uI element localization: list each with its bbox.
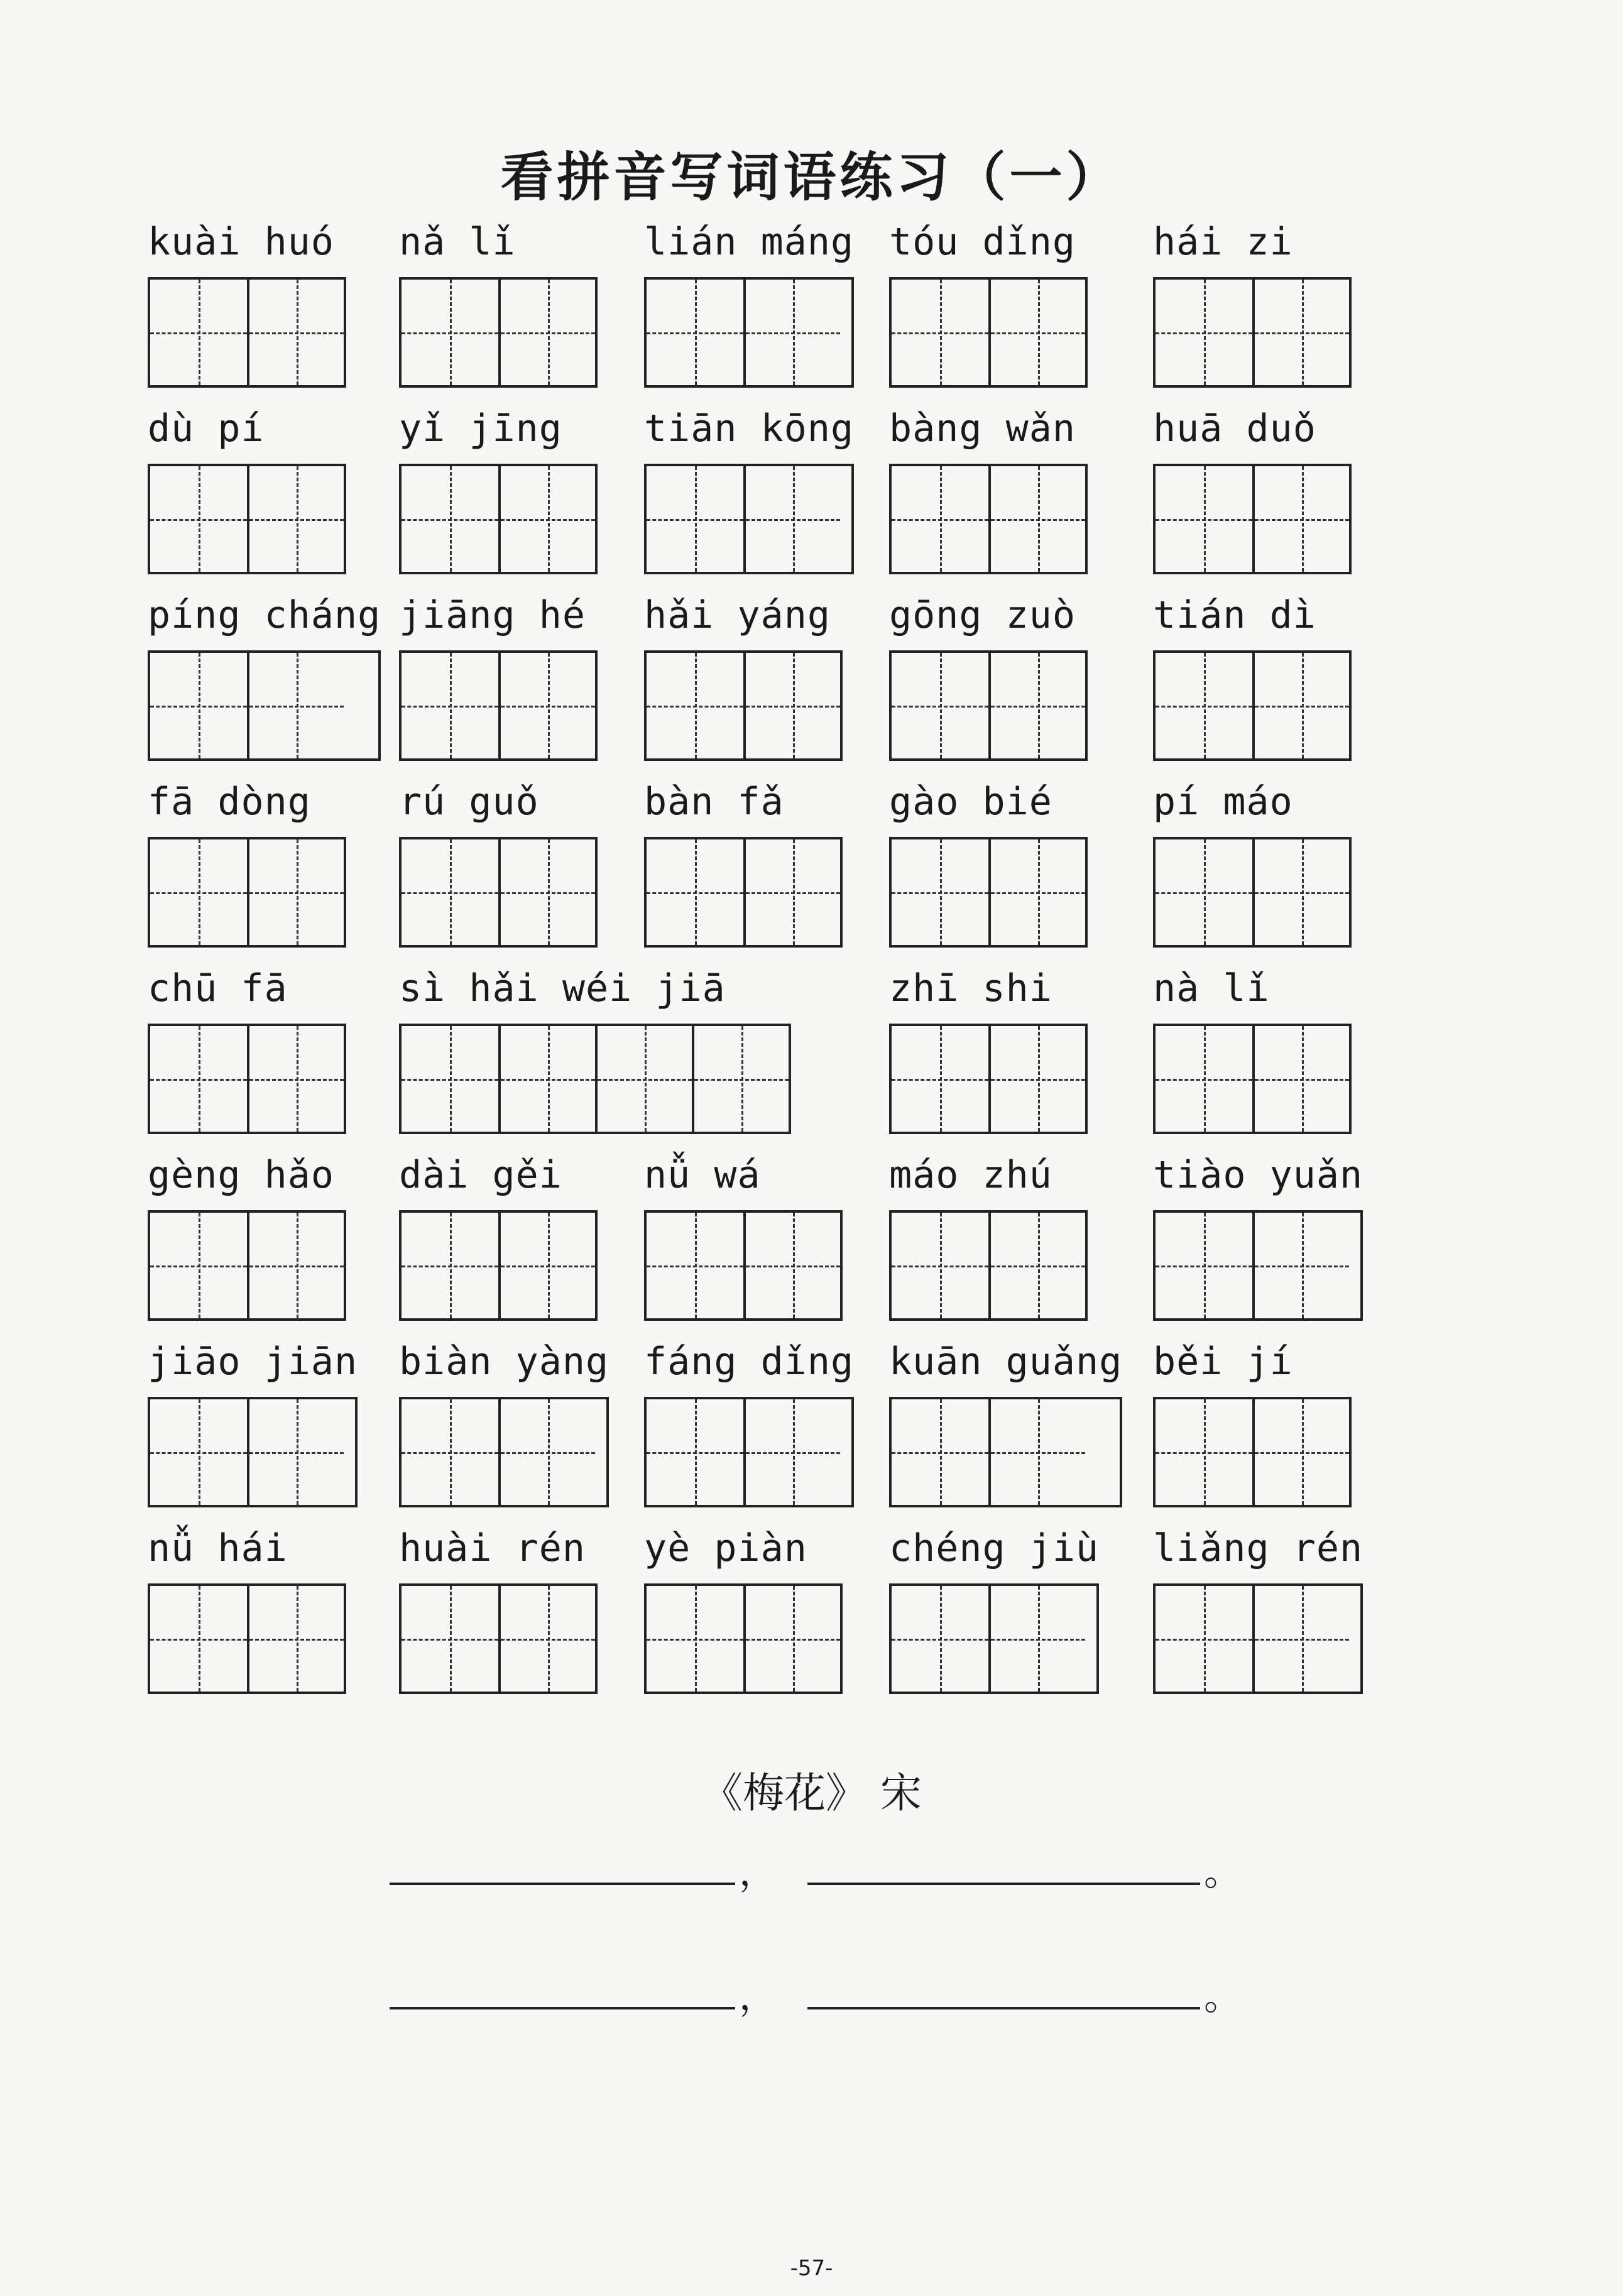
writing-boxes	[148, 1210, 346, 1321]
word-item	[889, 1337, 1122, 1507]
word-row	[148, 963, 1404, 1150]
character-cell[interactable]	[1156, 280, 1252, 385]
writing-boxes	[1153, 464, 1352, 574]
character-cell[interactable]	[1252, 1213, 1349, 1318]
writing-boxes	[399, 837, 598, 948]
page-title: 看拼音写词语练习（一）	[500, 146, 1123, 208]
writing-boxes	[644, 1583, 843, 1694]
pinyin-label: dù pí	[148, 407, 265, 451]
character-cell[interactable]	[150, 1399, 247, 1505]
character-cell[interactable]	[1252, 1026, 1349, 1132]
comma-mark: ，	[739, 1850, 777, 1894]
word-item	[644, 403, 854, 574]
pinyin-label: gèng hǎo	[148, 1153, 334, 1197]
writing-boxes	[644, 464, 854, 574]
writing-boxes	[399, 277, 598, 388]
character-cell[interactable]	[647, 280, 743, 385]
pinyin-label: yè piàn	[644, 1526, 807, 1570]
word-item	[889, 590, 1088, 761]
character-cell[interactable]	[988, 280, 1085, 385]
character-cell[interactable]	[498, 1399, 595, 1505]
word-item	[889, 963, 1088, 1134]
word-item	[399, 403, 598, 574]
character-cell[interactable]	[402, 1586, 498, 1692]
writing-boxes	[889, 1397, 1122, 1507]
pinyin-grid	[148, 217, 1404, 1710]
word-item	[889, 403, 1088, 574]
character-cell[interactable]	[498, 839, 595, 945]
character-cell[interactable]	[647, 1399, 743, 1505]
answer-blank[interactable]	[807, 2007, 1200, 2009]
word-item	[1153, 1523, 1363, 1694]
pinyin-label: máo zhú	[889, 1153, 1052, 1197]
character-cell[interactable]	[1252, 466, 1349, 572]
pinyin-label: zhī shi	[889, 966, 1052, 1010]
word-item	[644, 1337, 854, 1507]
pinyin-label: chéng jiù	[889, 1526, 1100, 1570]
character-cell[interactable]	[402, 653, 498, 758]
character-cell[interactable]	[743, 1399, 840, 1505]
character-cell[interactable]	[1252, 280, 1349, 385]
pinyin-label: chū fā	[148, 966, 288, 1010]
pinyin-label: lián máng	[644, 220, 855, 264]
word-row	[148, 217, 1404, 403]
writing-boxes	[889, 837, 1088, 948]
word-item	[644, 217, 854, 388]
word-row	[148, 1150, 1404, 1337]
pinyin-label: tiān kōng	[644, 407, 855, 451]
character-cell[interactable]	[892, 280, 988, 385]
word-item	[644, 590, 843, 761]
writing-boxes	[644, 1210, 843, 1321]
character-cell[interactable]	[247, 466, 344, 572]
writing-boxes	[1153, 1397, 1352, 1507]
character-cell[interactable]	[1156, 1026, 1252, 1132]
word-item	[399, 217, 598, 388]
character-cell[interactable]	[498, 1026, 595, 1132]
pinyin-label: hǎi yáng	[644, 593, 831, 637]
character-cell[interactable]	[988, 466, 1085, 572]
writing-boxes	[1153, 837, 1352, 948]
character-cell[interactable]	[743, 653, 840, 758]
writing-boxes	[148, 1024, 346, 1134]
pinyin-label: rú guǒ	[399, 780, 539, 824]
pinyin-label: gào bié	[889, 780, 1052, 824]
word-row	[148, 403, 1404, 590]
answer-blank[interactable]	[807, 1883, 1200, 1885]
word-item	[1153, 1150, 1363, 1321]
word-item	[148, 1523, 346, 1694]
pinyin-label: dài gěi	[399, 1153, 562, 1197]
poem-line-2	[390, 1953, 1269, 2019]
pinyin-label: tóu dǐng	[889, 220, 1076, 264]
character-cell[interactable]	[247, 839, 344, 945]
character-cell[interactable]	[498, 280, 595, 385]
pinyin-label: nǚ wá	[644, 1153, 761, 1197]
character-cell[interactable]	[402, 1026, 498, 1132]
character-cell[interactable]	[647, 1213, 743, 1318]
word-item	[148, 590, 381, 761]
writing-boxes	[148, 650, 381, 761]
pinyin-label: gōng zuò	[889, 593, 1076, 637]
character-cell[interactable]	[498, 1213, 595, 1318]
word-item	[889, 777, 1088, 948]
character-cell[interactable]	[1156, 839, 1252, 945]
character-cell[interactable]	[988, 1026, 1085, 1132]
character-cell[interactable]	[1156, 466, 1252, 572]
page-number: -57-	[790, 2256, 833, 2281]
character-cell[interactable]	[892, 1586, 988, 1692]
writing-boxes	[889, 464, 1088, 574]
answer-blank[interactable]	[390, 2007, 735, 2009]
character-cell[interactable]	[892, 1026, 988, 1132]
character-cell[interactable]	[892, 466, 988, 572]
word-item	[1153, 217, 1352, 388]
poem-line-1	[390, 1829, 1269, 1894]
poem-title: 《梅花》 宋	[701, 1769, 922, 1817]
word-item	[148, 1337, 358, 1507]
pinyin-label: píng cháng	[148, 593, 381, 637]
character-cell[interactable]	[498, 1586, 595, 1692]
word-item	[399, 590, 598, 761]
writing-boxes	[1153, 1583, 1363, 1694]
character-cell[interactable]	[892, 839, 988, 945]
character-cell[interactable]	[647, 839, 743, 945]
writing-boxes	[889, 277, 1088, 388]
writing-boxes	[148, 464, 346, 574]
character-cell[interactable]	[892, 1399, 988, 1505]
writing-boxes	[644, 277, 854, 388]
character-cell[interactable]	[743, 839, 840, 945]
character-cell[interactable]	[1252, 839, 1349, 945]
writing-boxes	[399, 1583, 598, 1694]
writing-boxes	[148, 837, 346, 948]
pinyin-label: jiāng hé	[399, 593, 586, 637]
word-row	[148, 590, 1404, 777]
word-item	[148, 777, 346, 948]
word-item	[644, 1523, 843, 1694]
writing-boxes	[1153, 1210, 1363, 1321]
pinyin-label: běi jí	[1153, 1340, 1293, 1384]
word-item	[889, 1150, 1088, 1321]
character-cell[interactable]	[988, 1586, 1085, 1692]
writing-boxes	[644, 650, 843, 761]
word-item	[148, 1150, 346, 1321]
period-mark: 。	[1204, 1850, 1242, 1894]
character-cell[interactable]	[595, 1026, 692, 1132]
character-cell[interactable]	[150, 280, 247, 385]
pinyin-label: bàng wǎn	[889, 407, 1076, 451]
pinyin-label: huài rén	[399, 1526, 586, 1570]
writing-boxes	[889, 1024, 1088, 1134]
character-cell[interactable]	[402, 280, 498, 385]
pinyin-label: fā dòng	[148, 780, 311, 824]
character-cell[interactable]	[1156, 1586, 1252, 1692]
character-cell[interactable]	[892, 1213, 988, 1318]
character-cell[interactable]	[647, 1586, 743, 1692]
pinyin-label: tián dì	[1153, 593, 1316, 637]
period-mark: 。	[1204, 1975, 1242, 2019]
word-item	[889, 1523, 1099, 1694]
pinyin-label: pí máo	[1153, 780, 1293, 824]
pinyin-label: jiāo jiān	[148, 1340, 358, 1384]
pinyin-label: nǎ lǐ	[399, 220, 516, 264]
character-cell[interactable]	[247, 1026, 344, 1132]
character-cell[interactable]	[743, 280, 840, 385]
writing-boxes	[399, 650, 598, 761]
character-cell[interactable]	[150, 1026, 247, 1132]
pinyin-label: biàn yàng	[399, 1340, 609, 1384]
answer-blank[interactable]	[390, 1883, 735, 1885]
word-item	[1153, 590, 1352, 761]
character-cell[interactable]	[988, 839, 1085, 945]
word-item	[148, 963, 346, 1134]
word-item	[1153, 963, 1352, 1134]
character-cell[interactable]	[150, 1586, 247, 1692]
character-cell[interactable]	[1252, 1399, 1349, 1505]
pinyin-label: bàn fǎ	[644, 780, 784, 824]
character-cell[interactable]	[498, 653, 595, 758]
character-cell[interactable]	[1252, 1586, 1349, 1692]
character-cell[interactable]	[988, 653, 1085, 758]
character-cell[interactable]	[247, 1586, 344, 1692]
pinyin-label: tiào yuǎn	[1153, 1153, 1363, 1197]
character-cell[interactable]	[150, 1213, 247, 1318]
word-item	[399, 1523, 598, 1694]
word-item	[644, 777, 843, 948]
pinyin-label: huā duǒ	[1153, 407, 1316, 451]
character-cell[interactable]	[1156, 653, 1252, 758]
character-cell[interactable]	[743, 466, 840, 572]
character-cell[interactable]	[647, 466, 743, 572]
writing-boxes	[1153, 277, 1352, 388]
character-cell[interactable]	[1156, 1213, 1252, 1318]
writing-boxes	[1153, 1024, 1352, 1134]
character-cell[interactable]	[402, 466, 498, 572]
pinyin-label: kuài huó	[148, 220, 334, 264]
character-cell[interactable]	[402, 839, 498, 945]
writing-boxes	[889, 1583, 1099, 1694]
writing-boxes	[644, 1397, 854, 1507]
writing-boxes	[148, 1397, 358, 1507]
character-cell[interactable]	[743, 1586, 840, 1692]
character-cell[interactable]	[402, 1213, 498, 1318]
character-cell[interactable]	[988, 1399, 1085, 1505]
word-item	[399, 777, 598, 948]
pinyin-label: liǎng rén	[1153, 1526, 1363, 1570]
word-row	[148, 777, 1404, 963]
word-item	[399, 963, 791, 1134]
character-cell[interactable]	[1156, 1399, 1252, 1505]
word-item	[148, 217, 346, 388]
pinyin-label: fáng dǐng	[644, 1340, 855, 1384]
character-cell[interactable]	[1252, 653, 1349, 758]
character-cell[interactable]	[647, 653, 743, 758]
pinyin-label: sì hǎi wéi jiā	[399, 966, 726, 1010]
word-item	[889, 217, 1088, 388]
character-cell[interactable]	[498, 466, 595, 572]
character-cell[interactable]	[247, 1213, 344, 1318]
character-cell[interactable]	[402, 1399, 498, 1505]
character-cell[interactable]	[150, 466, 247, 572]
writing-boxes	[148, 1583, 346, 1694]
character-cell[interactable]	[247, 280, 344, 385]
comma-mark: ，	[739, 1975, 777, 2019]
writing-boxes	[399, 464, 598, 574]
word-item	[399, 1337, 609, 1507]
word-item	[644, 1150, 843, 1321]
word-row	[148, 1523, 1404, 1710]
word-item	[399, 1150, 598, 1321]
writing-boxes	[889, 1210, 1088, 1321]
writing-boxes	[644, 837, 843, 948]
writing-boxes	[399, 1397, 609, 1507]
character-cell[interactable]	[150, 653, 247, 758]
character-cell[interactable]	[743, 1213, 840, 1318]
writing-boxes	[148, 277, 346, 388]
pinyin-label: yǐ jīng	[399, 407, 562, 451]
pinyin-label: nà lǐ	[1153, 966, 1270, 1010]
character-cell[interactable]	[150, 839, 247, 945]
character-cell[interactable]	[247, 1399, 344, 1505]
character-cell[interactable]	[892, 653, 988, 758]
writing-boxes	[1153, 650, 1352, 761]
writing-boxes	[399, 1210, 598, 1321]
word-row	[148, 1337, 1404, 1523]
character-cell[interactable]	[692, 1026, 789, 1132]
pinyin-label: nǚ hái	[148, 1526, 288, 1570]
pinyin-label: hái zi	[1153, 220, 1293, 264]
writing-boxes	[399, 1024, 791, 1134]
word-item	[1153, 403, 1352, 574]
character-cell[interactable]	[247, 653, 344, 758]
writing-boxes	[889, 650, 1088, 761]
word-item	[1153, 777, 1352, 948]
word-item	[148, 403, 346, 574]
character-cell[interactable]	[988, 1213, 1085, 1318]
pinyin-label: kuān guǎng	[889, 1340, 1123, 1384]
word-item	[1153, 1337, 1352, 1507]
